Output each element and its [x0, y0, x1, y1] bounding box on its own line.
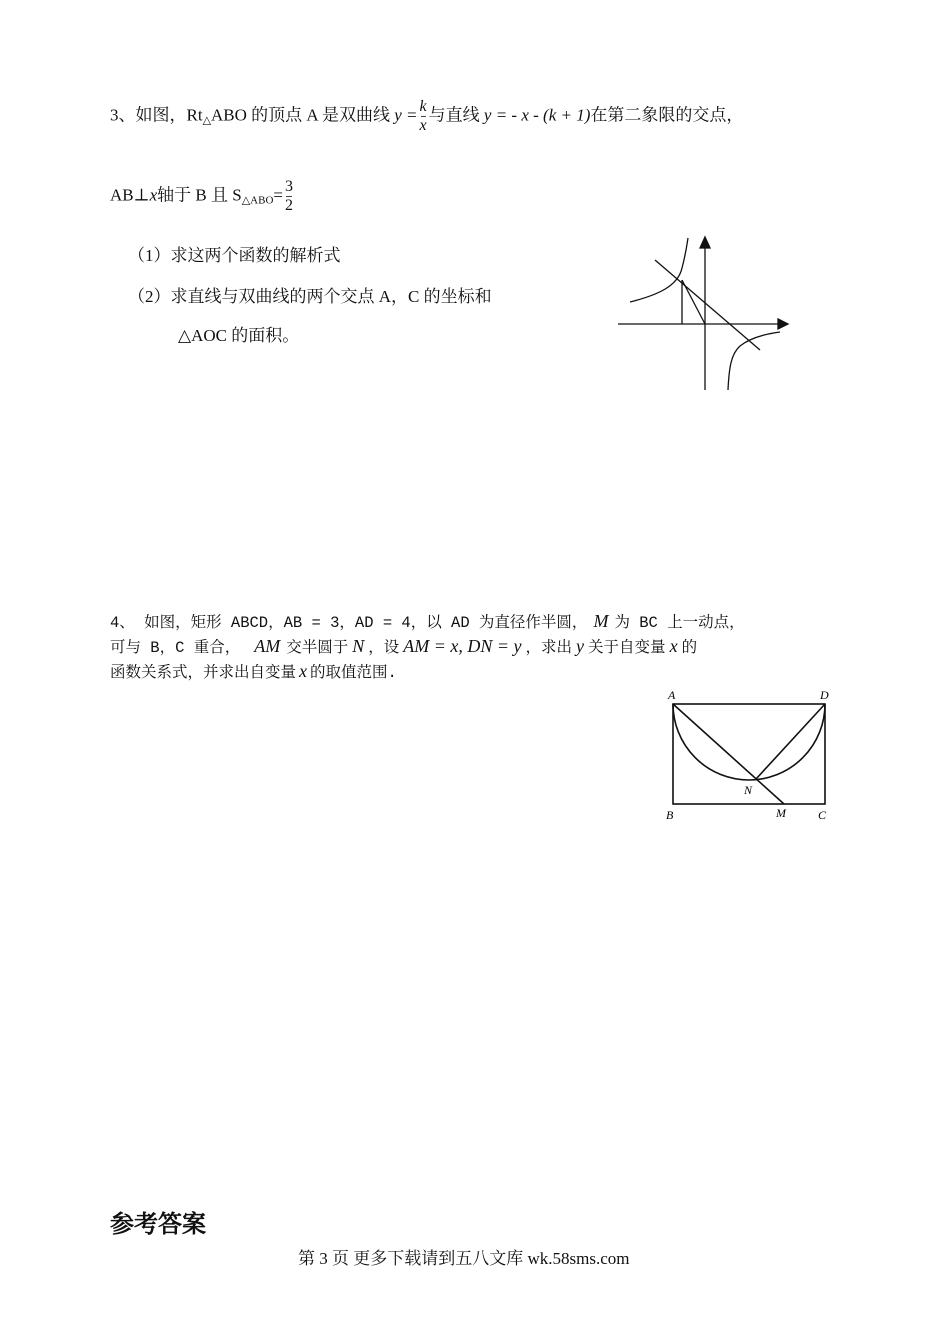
q4-text-8: 的 — [681, 639, 698, 657]
q4-text-1: 4、 如图，矩形 ABCD，AB = 3，AD = 4，以 AD 为直径作半圆， — [110, 614, 588, 632]
q3-number: 3、如图， — [110, 105, 187, 125]
q3-area-denominator: 2 — [284, 197, 293, 214]
q3-area-fraction — [285, 178, 293, 215]
q4-text-7: 关于自变量 — [588, 639, 666, 657]
q4-line-2 — [110, 635, 697, 659]
q3-eq1-numerator: k — [419, 98, 427, 115]
q4-x-var: x — [669, 636, 678, 656]
q3-area-numerator: 3 — [284, 178, 293, 195]
q3-segment-AO — [682, 280, 705, 324]
q4-label-M: M — [776, 806, 786, 820]
q4-AM-var: AM — [254, 636, 281, 656]
q4-equation: AM = x, DN = y — [403, 636, 522, 656]
q3-text-2: 与直线 — [428, 105, 480, 125]
q3-line-2 — [110, 178, 295, 215]
q4-label-C: C — [818, 808, 827, 822]
q4-text-6: ，求出 — [525, 639, 573, 657]
answers-title: 参考答案 — [110, 1210, 206, 1238]
q4-text-2: 为 BC 上一动点， — [614, 614, 745, 632]
q3-x-var: x — [149, 185, 158, 205]
q4-segment-AM — [673, 704, 784, 804]
q3-line — [655, 260, 760, 350]
q4-x-var-2: x — [299, 661, 308, 681]
q4-N-var: N — [352, 636, 365, 656]
q4-text-4: 交半圆于 — [286, 639, 349, 657]
q3-eq1-fraction — [420, 98, 427, 135]
q4-M-var: M — [593, 611, 609, 631]
q4-text-5: ，设 — [368, 639, 400, 657]
page-footer: 第 3 页 更多下载请到五八文库 wk.58sms.com — [298, 1249, 630, 1268]
q3-area-eq: = — [273, 185, 283, 205]
q3-triangle-symbol: △ — [202, 114, 212, 127]
q3-hyperbola-branch-2 — [630, 238, 688, 302]
q3-perp-text: AB⊥ — [110, 185, 150, 205]
q3-y-arrow-icon — [700, 237, 710, 248]
q3-rt: Rt — [186, 105, 203, 125]
q3-axis-text: 轴于 B 且 S — [157, 185, 242, 205]
q4-label-B: B — [666, 808, 674, 822]
q3-x-arrow-icon — [778, 319, 788, 329]
q4-semicircle — [673, 704, 825, 780]
q4-y-var: y — [576, 636, 585, 656]
q4-text-10: 的取值范围. — [310, 664, 397, 682]
q4-text-3: 可与 B，C 重合， — [110, 639, 241, 657]
q3-text-3: 在第二象限的交点， — [590, 105, 744, 125]
q4-label-A: A — [668, 688, 676, 702]
q3-text: ABO 的顶点 A 是双曲线 — [211, 105, 391, 125]
q3-part-2: （2）求直线与双曲线的两个交点 A，C 的坐标和 — [128, 287, 492, 306]
q3-eq1-denominator: x — [419, 117, 427, 134]
q3-hyperbola-branch-4 — [728, 332, 780, 390]
q3-eq2: y = - x - (k + 1) — [483, 105, 591, 125]
q3-figure — [610, 228, 795, 396]
q4-line-1 — [110, 610, 745, 634]
q4-text-9: 函数关系式，并求出自变量 — [110, 664, 297, 682]
q3-part-2-cont: △AOC 的面积。 — [178, 326, 300, 345]
q4-figure — [660, 686, 840, 826]
q4-label-N: N — [744, 783, 753, 797]
q3-line-1 — [110, 98, 743, 135]
q3-eq1-lhs: y = — [394, 105, 418, 125]
q3-area-subscript: △ABO — [241, 194, 274, 207]
q4-line-3 — [110, 660, 397, 684]
q3-part-1: （1）求这两个函数的解析式 — [128, 246, 341, 265]
q4-label-D: D — [820, 688, 829, 702]
